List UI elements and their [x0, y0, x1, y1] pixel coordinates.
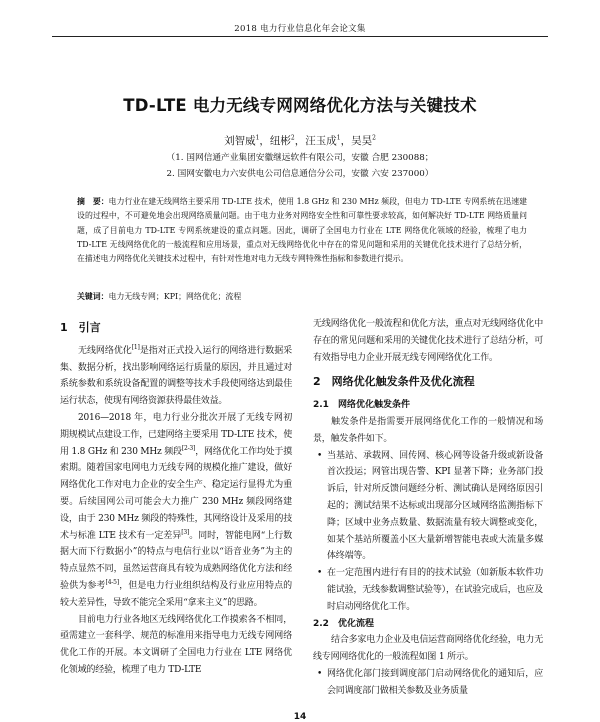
author-affil-mark: 1	[255, 134, 260, 142]
list-item: • 当基站、承载网、回传网、核心网等设备升级或新设备首次投运；网管出现告警、KPI 显著下降；业务部门投诉后，针对所反馈问题经分析、测试确认是网络原因引起的；测试结果不达标或出现部分区域网络监测指标下降；区域中业务点数量、数据流量有较大调整或变化，如某个基站所覆盖小区大量新增智能电表或大流量多媒体终端等。	[313, 448, 543, 566]
bullet-icon: •	[317, 668, 323, 679]
section-1-paragraph-3-continued: 无线网络优化一般流程和优化方法，重点对无线网络优化中存在的常见问题和采用的关键优化技术进行了总结分析，可有效指导电力企业开展无线专网网络优化工作。	[313, 319, 543, 363]
author-name: 汪玉成	[305, 135, 337, 147]
section-1-paragraph-1: 无线网络优化[1]是指对正式投入运行的网络进行数据采集、数据分析，找出影响网络运行质量的原因，并且通过对系统参数和系统设备配置的调整等技术手段使网络达到最佳运行状态，使现有网络资源获得最佳效益。	[60, 343, 292, 407]
right-column	[313, 316, 543, 700]
running-header: 2018 电力行业信息化年会论文集	[234, 24, 366, 34]
abstract-text: 电力行业在建无线网络主要采用 TD-LTE 技术，使用 1.8 GHz 和 230 MHz 频段，但电力 TD-LTE 专网系统在迅速建设的过程中，不可避免地会出现网络质量问题。由于电力业务对网络安全性和可靠性要求较高，如何解决好 TD-LTE 网络质量问题，成了目前电力 TD-LTE 专网系统建设的重点问题。因此，调研了全国电力行业在 LTE 网络优化领域的经验，梳理了电力 TD-LTE 无线网络优化的一般流程和应用场景，重点对无线网络优化中存在的常见问题和采用的关键优化技术进行了总结分析，在描述电力网络优化关键技术过程中，有针对性地对电力无线专网特殊性指标和参数进行提示。	[77, 197, 527, 264]
section-1-heading: 1 引言	[60, 321, 101, 334]
keywords-label: 关键词：	[77, 292, 109, 301]
abstract	[77, 195, 527, 266]
author-name: 纽彬	[269, 135, 291, 147]
list-item: • 在一定范围内进行有目的的技术试验（如新版本软件功能试验，无线参数调整试验等），在试验完成后，也应及时启动网络优化工作。	[313, 565, 543, 615]
section-2-heading: 2 网络优化触发条件及优化流程	[313, 375, 475, 389]
author-affil-mark: 2	[290, 134, 295, 142]
section-2-1-heading: 2.1 网络优化触发条件	[313, 400, 410, 411]
section-1-paragraph-2: 2016—2018 年，电力行业分批次开展了无线专网初期规模试点建设工作，已建网络主要采用 TD-LTE 技术，使用 1.8 GHz 和 230 MHz 频段[2-3]，网络优化工作均处于摸索期。随着国家电网电力无线专网的规模化推广建设，做好网络优化工作对电力企业的安全生产、稳定运行显得尤为重要。后续国网公司可能会大力推广 230 MHz 频段网络建设，由于 230 MHz 频段的特殊性，其网络设计及采用的技术与标准 LTE 技术有一定差异[3]。同时，智能电网“上行数据大而下行数据小”的特点与电信行业以“语音业务”为主的特点显然不同，虽然运营商具有较为成熟网络优化方法和经验供为参考[4-5]，但是电力行业组织结构及行业应用特点的较大差异性，导致不能完全采用“拿来主义”的思路。	[60, 412, 293, 608]
paper-title: TD-LTE 电力无线专网网络优化方法与关键技术	[123, 96, 477, 115]
abstract-label: 摘 要：	[77, 197, 109, 206]
citation: [3]	[181, 528, 190, 536]
author-affil-mark: 1	[336, 134, 341, 142]
list-item: • 网络优化部门接到调度部门启动网络优化的通知后，应会同调度部门做相关参数及业务质量	[313, 666, 543, 700]
affiliation-1: （1. 国网信通产业集团安徽继远软件有限公司，安徽 合肥 230088；	[166, 153, 434, 163]
author-name: 吴昊	[351, 135, 373, 147]
author-affil-mark: 2	[372, 134, 376, 142]
header-rule	[52, 36, 548, 37]
keywords	[77, 291, 527, 302]
section-2-1-paragraph: 触发条件是指需要开展网络优化工作的一般情况和场景，触发条件如下。	[313, 416, 543, 444]
left-column	[60, 316, 292, 679]
section-2-2-paragraph: 结合多家电力企业及电信运营商网络优化经验，电力无线专网网络优化的一般流程如图 1 所示。	[313, 635, 543, 663]
author-list: 刘智威$^1$，纽彬$^2$，汪玉成$^1$，吴昊$^2$	[224, 134, 376, 147]
section-1-paragraph-3: 目前电力行业各地区无线网络优化工作摸索各不相同，亟需建立一套科学、规范的标准用来指导电力无线专网网络优化工作的开展。本文调研了全国电力行业在 LTE 网络优化领域的经验，梳理了电力 TD-LTE	[60, 614, 292, 675]
citation: [2-3]	[181, 444, 196, 452]
affiliation-2: 2. 国网安徽电力六安供电公司信息通信分公司，安徽 六安 237000）	[166, 169, 434, 179]
author-name: 刘智威	[224, 135, 256, 147]
citation: [4-5]	[105, 578, 119, 586]
bullet-icon: •	[317, 568, 323, 579]
page-number: 14	[293, 712, 307, 722]
citation: [1]	[131, 343, 140, 351]
section-2-2-heading: 2.2 优化流程	[313, 618, 374, 629]
keywords-text: 电力无线专网；KPI；网络优化；流程	[108, 292, 242, 301]
bullet-icon: •	[317, 450, 323, 461]
